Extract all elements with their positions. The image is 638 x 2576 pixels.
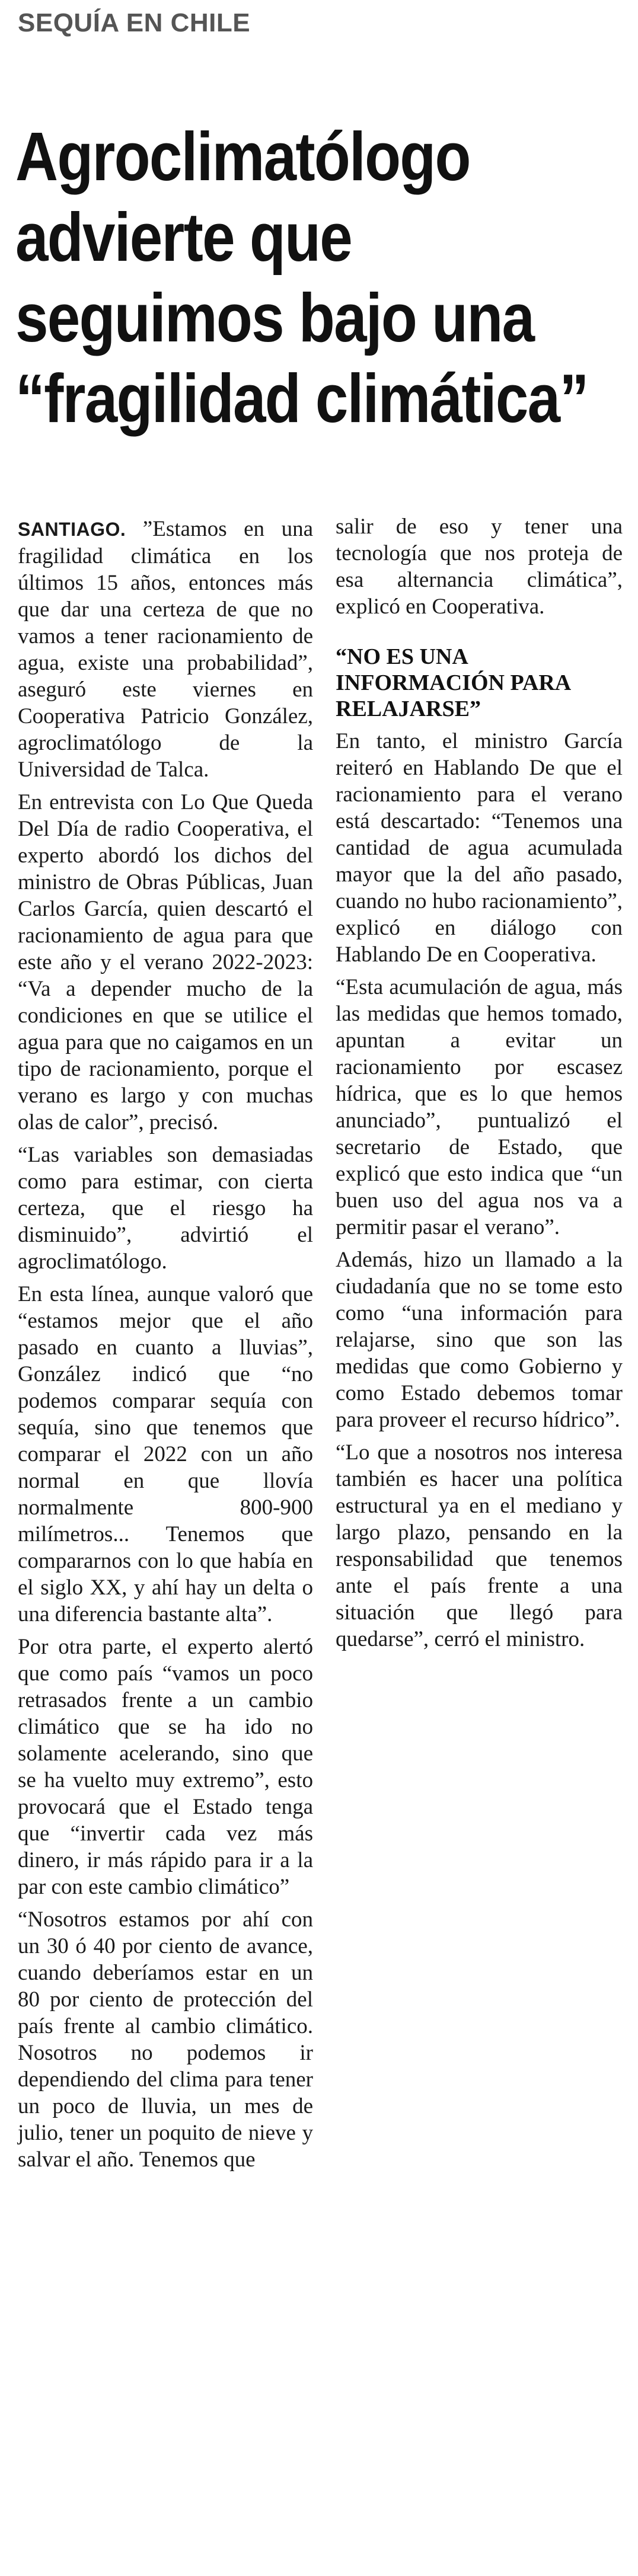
- headline-line: “fragilidad climática”: [15, 360, 588, 437]
- section-label: SEQUÍA EN CHILE: [18, 8, 251, 37]
- headline-line: Agroclimatólogo: [15, 118, 470, 195]
- dateline: SANTIAGO.: [18, 519, 126, 540]
- paragraph-text: ”Estamos en una fragilidad climática en los últimos 15 años, entonces más que dar una certeza de que no vamos a tener racionamiento de agua, existe una probabilidad”, aseguró este viernes en Cooperativa Patricio González, agroclimatólogo de la Universidad de Talca.: [18, 517, 313, 782]
- subhead-line: RELAJARSE”: [336, 696, 481, 721]
- headline-line: seguimos bajo una: [15, 279, 534, 356]
- article-paragraph: [18, 516, 313, 783]
- article-paragraph: “Nosotros estamos por ahí con un 30 ó 40 por ciento de avance, cuando deberíamos estar en un 80 por ciento de protección del país frente al cambio climático. Nosotros no podemos ir dependiendo del clima para tener un poco de lluvia, un mes de julio, tener un poquito de nieve y salvar el año. Tenemos que: [18, 1907, 313, 2172]
- article-paragraph: Además, hizo un llamado a la ciudadanía que no se tome esto como “una información para relajarse, sino que son las medidas que como Gobierno y como Estado debemos tomar para proveer el recurso hídrico”.: [336, 1248, 623, 1432]
- article-paragraph: En entrevista con Lo Que Queda Del Día de radio Cooperativa, el experto abordó los dichos del ministro de Obras Públicas, Juan Carlos García, quien descartó el racionamiento de agua para que este año y el verano 2022-2023: “Va a depender mucho de la condiciones en que se utilice el agua para que no caigamos en un tipo de racionamiento, porque el verano es largo y con muchas olas de calor”, precisó.: [18, 790, 313, 1134]
- article-paragraph: “Lo que a nosotros nos interesa también es hacer una política estructural ya en el mediano y largo plazo, pensando en la responsabilidad que tenemos ante el país frente a una situación que llegó para quedarse”, cerró el ministro.: [336, 1440, 623, 1651]
- headline: [15, 116, 588, 439]
- article-right-column: [336, 513, 623, 1658]
- article-paragraph: “Esta acumulación de agua, más las medidas que hemos tomado, apuntan a evitar un racionamiento por escasez hídrica, que es lo que hemos anunciado”, puntualizó el secretario de Estado, que explicó que esto indica que “un buen uso del agua nos va a permitir pasar el verano”.: [336, 975, 623, 1239]
- article-paragraph: salir de eso y tener una tecnología que nos proteja de esa alternancia climática”, explicó en Cooperativa.: [336, 514, 623, 619]
- article-paragraph: En esta línea, aunque valoró que “estamos mejor que el año pasado en cuanto a lluvias”, González indicó que “no podemos comparar sequía con sequía, sino que tenemos que comparar el 2022 con un año normal en que llovía normalmente 800-900 milímetros... Tenemos que compararnos con lo que había en el siglo XX, y ahí hay un delta o una diferencia bastante alta”.: [18, 1282, 313, 1626]
- article-paragraph: Por otra parte, el experto alertó que como país “vamos un poco retrasados frente a un cambio climático que se ha ido no solamente acelerando, sino que se ha vuelto muy extremo”, esto provocará que el Estado tenga que “invertir cada vez más dinero, ir más rápido para ir a la par con este cambio climático”: [18, 1635, 313, 1899]
- article-left-column: [18, 516, 313, 2179]
- subhead: [336, 644, 623, 722]
- article-paragraph: “Las variables son demasiadas como para estimar, con cierta certeza, que el riesgo ha disminuido”, advirtió el agroclimatólogo.: [18, 1143, 313, 1274]
- headline-line: advierte que: [15, 199, 352, 276]
- subhead-line: INFORMACIÓN PARA: [336, 670, 572, 695]
- article-paragraph: En tanto, el ministro García reiteró en Hablando De que el racionamiento para el verano está descartado: “Tenemos una cantidad de agua acumulada mayor que la del año pasado, cuando no hubo racionamiento”, explicó en diálogo con Hablando De en Cooperativa.: [336, 729, 623, 967]
- subhead-line: “NO ES UNA: [336, 644, 468, 669]
